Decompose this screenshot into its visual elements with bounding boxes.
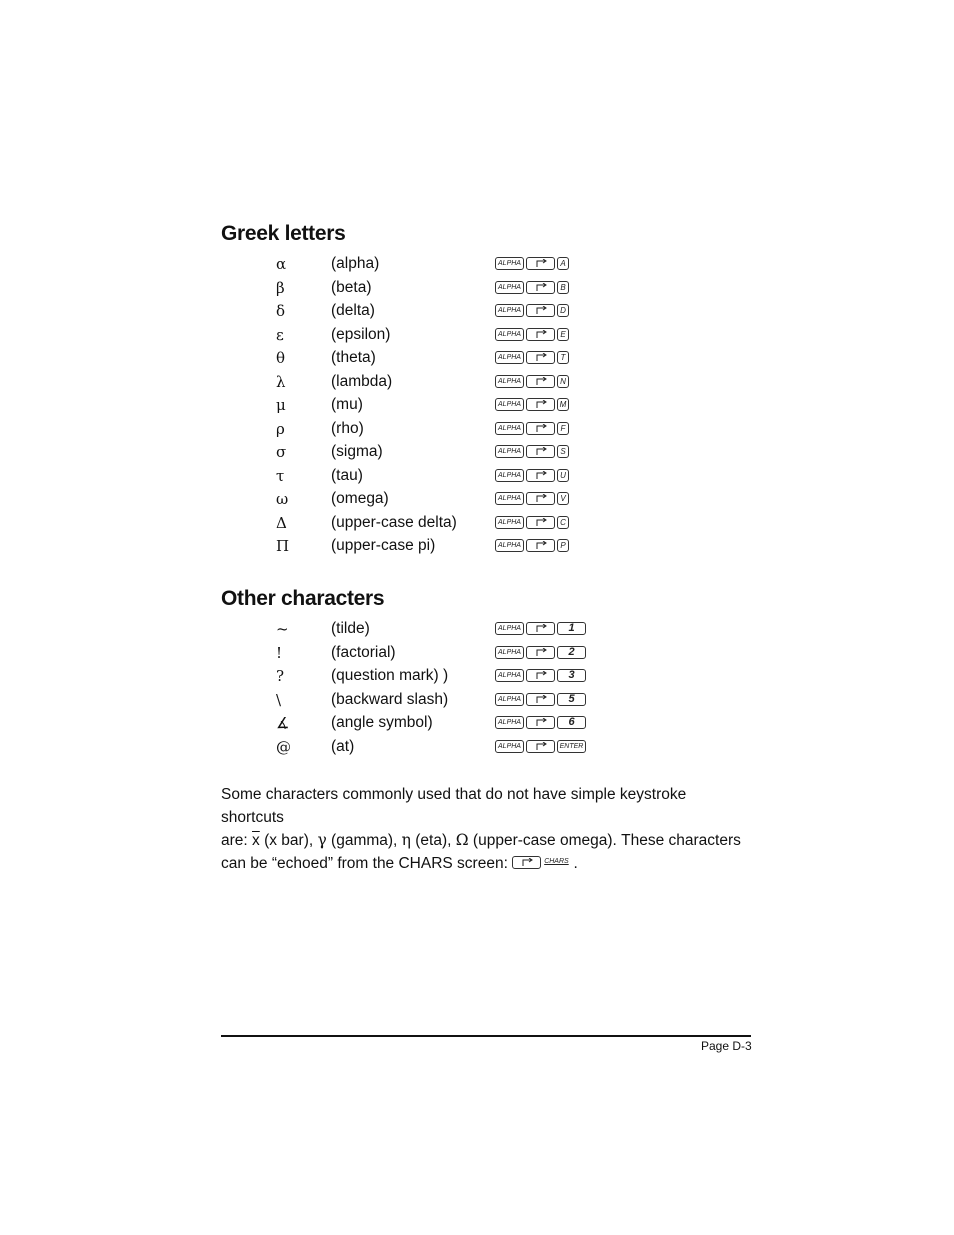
chars-key-icon: CHARS: [544, 858, 569, 865]
alpha-key-icon: ALPHA: [495, 492, 524, 505]
character-name: (omega): [331, 490, 389, 507]
paragraph-are: are:: [221, 832, 253, 849]
character-key-icon: N: [557, 375, 569, 388]
character-row: [0, 642, 954, 664]
right-shift-key-icon: [526, 398, 555, 411]
character-key-icon: C: [557, 516, 569, 529]
x-bar-label: (x bar),: [259, 832, 318, 849]
alpha-key-icon: ALPHA: [495, 516, 524, 529]
character-symbol: ρ: [276, 419, 285, 438]
character-key-icon: 1: [557, 622, 586, 635]
keystroke-sequence: [495, 693, 586, 707]
keystroke-sequence: [495, 257, 569, 271]
omega-symbol: Ω: [455, 831, 469, 849]
paragraph-echo: can be “echoed” from the CHARS screen:: [221, 855, 513, 872]
character-key-icon: ENTER: [557, 740, 586, 753]
character-key-icon: 5: [557, 693, 586, 706]
right-shift-key-icon: [526, 304, 555, 317]
alpha-key-icon: ALPHA: [495, 398, 524, 411]
character-key-icon: 2: [557, 646, 586, 659]
other-characters-heading: Other characters: [221, 587, 385, 610]
eta-symbol: η: [401, 831, 411, 849]
character-symbol: @: [276, 738, 291, 756]
character-name: (tau): [331, 466, 363, 484]
alpha-key-icon: ALPHA: [495, 740, 524, 753]
character-row: [0, 488, 954, 510]
character-key-icon: F: [557, 422, 569, 435]
keystroke-sequence: [495, 622, 586, 636]
character-name: (epsilon): [331, 325, 391, 343]
character-key-icon: E: [557, 328, 569, 341]
keystroke-sequence: [495, 740, 586, 754]
footer-rule: [221, 1035, 751, 1037]
character-symbol: ε: [276, 325, 284, 344]
character-name: (lambda): [331, 372, 393, 390]
character-key-icon: T: [557, 351, 569, 364]
character-row: [0, 618, 954, 640]
character-row: [0, 347, 954, 369]
character-name: (tilde): [331, 620, 370, 637]
keystroke-sequence: [495, 492, 569, 506]
character-row: [0, 736, 954, 758]
keystroke-sequence: [495, 328, 569, 342]
right-shift-key-icon: [526, 622, 555, 635]
keystroke-sequence: [495, 304, 569, 318]
right-shift-key-icon: [526, 281, 555, 294]
keystroke-sequence: [495, 539, 569, 553]
right-shift-key-icon: [526, 693, 555, 706]
alpha-key-icon: ALPHA: [495, 281, 524, 294]
keystroke-sequence: [495, 351, 569, 365]
character-row: [0, 712, 954, 734]
right-shift-key-icon: [526, 646, 555, 659]
character-row: [0, 394, 954, 416]
right-shift-key-icon: [526, 716, 555, 729]
keystroke-sequence: [495, 445, 569, 459]
character-name: (rho): [331, 419, 364, 437]
alpha-key-icon: ALPHA: [495, 693, 524, 706]
character-name: (mu): [331, 396, 363, 413]
character-symbol: α: [276, 255, 287, 273]
character-row: [0, 512, 954, 534]
character-name: (theta): [331, 349, 376, 366]
alpha-key-icon: ALPHA: [495, 539, 524, 552]
character-symbol: β: [276, 278, 285, 297]
character-symbol: θ: [276, 349, 286, 367]
alpha-key-icon: ALPHA: [495, 351, 524, 364]
x-bar-symbol: $\overline{x}$: [252, 832, 260, 849]
character-symbol: ?: [276, 667, 285, 686]
character-symbol: ~: [276, 620, 289, 638]
keystroke-sequence: [495, 281, 569, 295]
character-symbol: !: [276, 643, 283, 662]
right-shift-key-icon: [526, 422, 555, 435]
right-shift-key-icon: [526, 469, 555, 482]
eta-label: (eta),: [410, 832, 456, 849]
character-name: (factorial): [331, 643, 396, 661]
character-key-icon: 6: [557, 716, 586, 729]
right-shift-key-icon: [512, 856, 541, 869]
character-key-icon: V: [557, 492, 569, 505]
character-name: (angle symbol): [331, 714, 433, 732]
keystroke-sequence: [495, 469, 569, 483]
character-name: (sigma): [331, 443, 383, 460]
character-symbol: ∡: [276, 714, 290, 733]
character-symbol: δ: [276, 302, 286, 320]
character-row: [0, 441, 954, 463]
gamma-symbol: γ: [317, 831, 327, 849]
alpha-key-icon: ALPHA: [495, 669, 524, 682]
character-symbol: Π: [276, 537, 290, 555]
right-shift-key-icon: [526, 669, 555, 682]
keystroke-sequence: [495, 646, 586, 660]
right-shift-key-icon: [526, 740, 555, 753]
paragraph-line-1: Some characters commonly used that do not have simple keystroke shortcuts: [221, 786, 687, 826]
right-shift-key-icon: [526, 375, 555, 388]
character-name: (beta): [331, 278, 372, 296]
character-name: (upper-case pi): [331, 537, 436, 554]
right-shift-key-icon: [526, 351, 555, 364]
character-key-icon: B: [557, 281, 569, 294]
character-symbol: λ: [276, 372, 286, 391]
right-shift-key-icon: [526, 492, 555, 505]
character-name: (delta): [331, 302, 375, 319]
body-paragraph: [221, 783, 741, 875]
character-name: (backward slash): [331, 690, 449, 708]
character-name: (at): [331, 738, 355, 755]
character-row: [0, 418, 954, 440]
keystroke-sequence: [495, 422, 569, 436]
right-shift-key-icon: [526, 445, 555, 458]
character-symbol: σ: [276, 443, 287, 461]
character-name: (alpha): [331, 255, 380, 272]
character-key-icon: 3: [557, 669, 586, 682]
alpha-key-icon: ALPHA: [495, 375, 524, 388]
character-key-icon: U: [557, 469, 569, 482]
character-row: [0, 324, 954, 346]
alpha-key-icon: ALPHA: [495, 622, 524, 635]
character-row: [0, 535, 954, 557]
gamma-label: (gamma),: [326, 832, 402, 849]
character-name: (upper-case delta): [331, 513, 457, 531]
character-row: [0, 253, 954, 275]
alpha-key-icon: ALPHA: [495, 716, 524, 729]
paragraph-end: .: [569, 855, 578, 872]
character-name: (question mark) ): [331, 667, 449, 685]
character-symbol: ω: [276, 490, 289, 508]
alpha-key-icon: ALPHA: [495, 304, 524, 317]
character-key-icon: A: [557, 257, 569, 270]
right-shift-key-icon: [526, 539, 555, 552]
alpha-key-icon: ALPHA: [495, 422, 524, 435]
right-shift-key-icon: [526, 328, 555, 341]
alpha-key-icon: ALPHA: [495, 646, 524, 659]
alpha-key-icon: ALPHA: [495, 445, 524, 458]
character-key-icon: S: [557, 445, 569, 458]
character-row: [0, 665, 954, 687]
character-row: [0, 300, 954, 322]
character-key-icon: P: [557, 539, 569, 552]
character-symbol: τ: [276, 466, 285, 485]
alpha-key-icon: ALPHA: [495, 257, 524, 270]
character-symbol: Δ: [276, 513, 287, 532]
character-row: [0, 277, 954, 299]
alpha-key-icon: ALPHA: [495, 469, 524, 482]
alpha-key-icon: ALPHA: [495, 328, 524, 341]
page-number: Page D-3: [701, 1039, 752, 1053]
keystroke-sequence: [495, 398, 569, 412]
greek-letters-heading: Greek letters: [221, 222, 346, 245]
chars-keystroke: [512, 856, 569, 869]
character-row: [0, 689, 954, 711]
keystroke-sequence: [495, 669, 586, 683]
omega-label: (upper-case omega). These characters: [468, 832, 741, 849]
right-shift-key-icon: [526, 257, 555, 270]
character-symbol: μ: [276, 396, 286, 414]
character-key-icon: D: [557, 304, 569, 317]
character-key-icon: M: [557, 398, 569, 411]
keystroke-sequence: [495, 716, 586, 730]
character-row: [0, 465, 954, 487]
right-shift-key-icon: [526, 516, 555, 529]
keystroke-sequence: [495, 375, 569, 389]
character-symbol: \: [276, 690, 282, 709]
character-row: [0, 371, 954, 393]
keystroke-sequence: [495, 516, 569, 530]
